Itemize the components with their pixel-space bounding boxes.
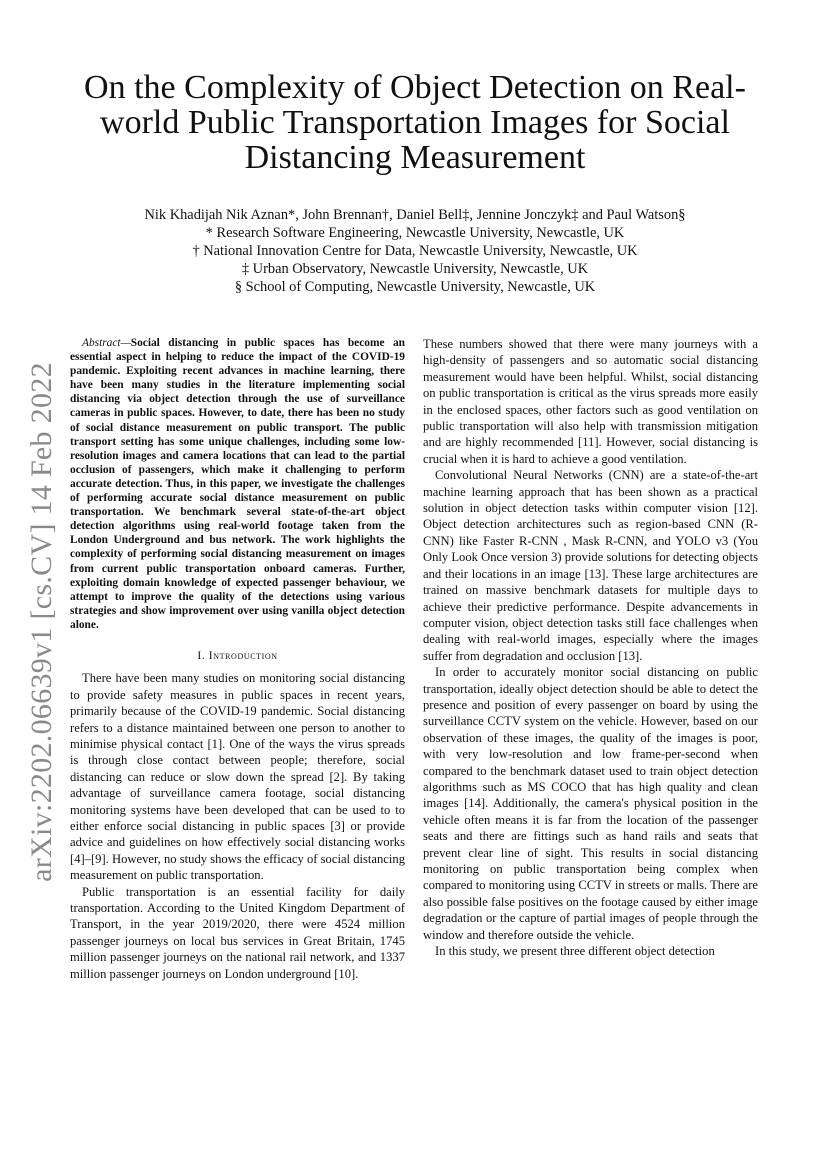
intro-paragraph-2: Public transportation is an essential facility for daily transportation. According to the United Kingdom Department of Transport, in the year 2019/2020, there were 4524 million passenger journeys on local bus services in Great Britain, 1745 million passenger journeys on the national rail network, and 1337 million passenger journeys on London underground [10]. bbox=[70, 884, 405, 981]
section-heading-introduction: I. Introduction bbox=[197, 648, 278, 662]
affiliation-2: † National Innovation Centre for Data, Newcastle University, Newcastle, UK bbox=[192, 243, 638, 259]
author-block bbox=[70, 206, 760, 296]
left-column bbox=[70, 336, 405, 982]
paper-title: On the Complexity of Object Detection on Real-world Public Transportation Images for Social Distancing Measurement bbox=[84, 69, 746, 176]
intro-paragraph-3: These numbers showed that there were many journeys with a high-density of passengers and so automatic social distancing measurement would have been helpful. Whilst, social distancing on public transportation is critical as the virus spreads more easily in the enclosed spaces, other factors such as good ventilation on public transportation will also help with transmission mitigation and are highly recommended [11]. However, social distancing is crucial when it is hard to achieve a good ventilation. bbox=[423, 337, 758, 466]
arxiv-id-text: arXiv:2202.06639v1 [cs.CV] 14 Feb 2022 bbox=[25, 362, 58, 882]
affiliation-3: ‡ Urban Observatory, Newcastle University, Newcastle, UK bbox=[241, 261, 589, 277]
intro-paragraph-6: In this study, we present three different object detection bbox=[435, 944, 715, 959]
affiliation-4: § School of Computing, Newcastle University, Newcastle, UK bbox=[234, 279, 596, 295]
intro-paragraph-4: Convolutional Neural Networks (CNN) are a state-of-the-art machine learning approach that has been shown as a practical solution in object detection tasks within computer vision [12]. Object detection architectures such as region-based CNN (R-CNN) like Faster R-CNN , Mask R-CNN, and YOLO v3 (You Only Look Once version 3) provide solutions for detecting objects and their locations in an image [13]. These large architectures are trained on massive benchmark datasets for multiple days to achieve their predictive performance. Despite advancements in computer vision, object detection tasks still face challenges when dealing with real-world images, especially where the images suffer from degradation and occlusion [13]. bbox=[423, 468, 758, 663]
abstract-text: Social distancing in public spaces has become an essential aspect in helping to reduce the impact of the COVID-19 pandemic. Exploiting recent advances in machine learning, there have been many studies in the literature implementing social distancing via object detection through the use of surveillance cameras in public spaces. However, to date, there has been no study of social distance measurement on public transport. The public transport setting has some unique challenges, including some low-resolution images and camera locations that can lead to the partial occlusion of passengers, which make it challenging to perform accurate detection. Thus, in this paper, we investigate the challenges of performing accurate social distance measurement on public transportation. We benchmark several state-of-the-art object detection algorithms using real-world footage taken from the London Underground and bus network. The work highlights the complexity of performing social distancing measurement on images from current public transportation onboard cameras. Further, exploiting domain knowledge of expected passenger behaviour, we attempt to improve the quality of the detections using various strategies and show improvement over using vanilla object detection alone. bbox=[70, 337, 405, 631]
intro-paragraph-1: There have been many studies on monitoring social distancing to provide safety measures in public spaces in recent years, primarily because of the COVID-19 pandemic. Social distancing refers to a distance maintained between one person to another to minimise physical contact [1]. One of the ways the virus spreads is through close contact between people; therefore, social distancing can reduce or slow down the spread [2]. By taking advantage of surveillance camera footage, social distancing monitoring systems have been developed that can be used to to either enforce social distancing in public spaces [3] or provide advice and guidelines on how effectively social distancing works [4]–[9]. However, no study shows the efficacy of social distancing measurement on public transportation. bbox=[70, 671, 405, 883]
affiliation-1: * Research Software Engineering, Newcastle University, Newcastle, UK bbox=[205, 225, 625, 241]
intro-paragraph-5: In order to accurately monitor social distancing on public transportation, ideally object detection should be able to detect the presence and position of every passenger on board by using the surveillance CCTV system on the vehicle. However, based on our observation of these images, the quality of the images is poor, with very low-resolution and low frame-per-second when compared to the benchmark dataset used to train object detection algorithms such as MS COCO that has high quality and clean images [14]. Additionally, the camera's physical position in the vehicle often means it is far from the location of the passenger seats and there are fittings such as hand rails and seats that prevent clear line of sight. This results in social distancing monitoring on public transportation being complex when compared to monitoring using CCTV in streets or malls. There are also possible false positives on the footage caused by either image degradation or the capture of partial images of people through the window and therefore outside the vehicle. bbox=[423, 665, 758, 942]
author-names: Nik Khadijah Nik Aznan*, John Brennan†, Daniel Bell‡, Jennine Jonczyk‡ and Paul Watson§ bbox=[144, 207, 686, 223]
abstract-lead: Abstract— bbox=[82, 337, 131, 349]
right-column bbox=[423, 336, 758, 959]
abstract bbox=[70, 336, 405, 632]
arxiv-identifier bbox=[22, 362, 62, 882]
